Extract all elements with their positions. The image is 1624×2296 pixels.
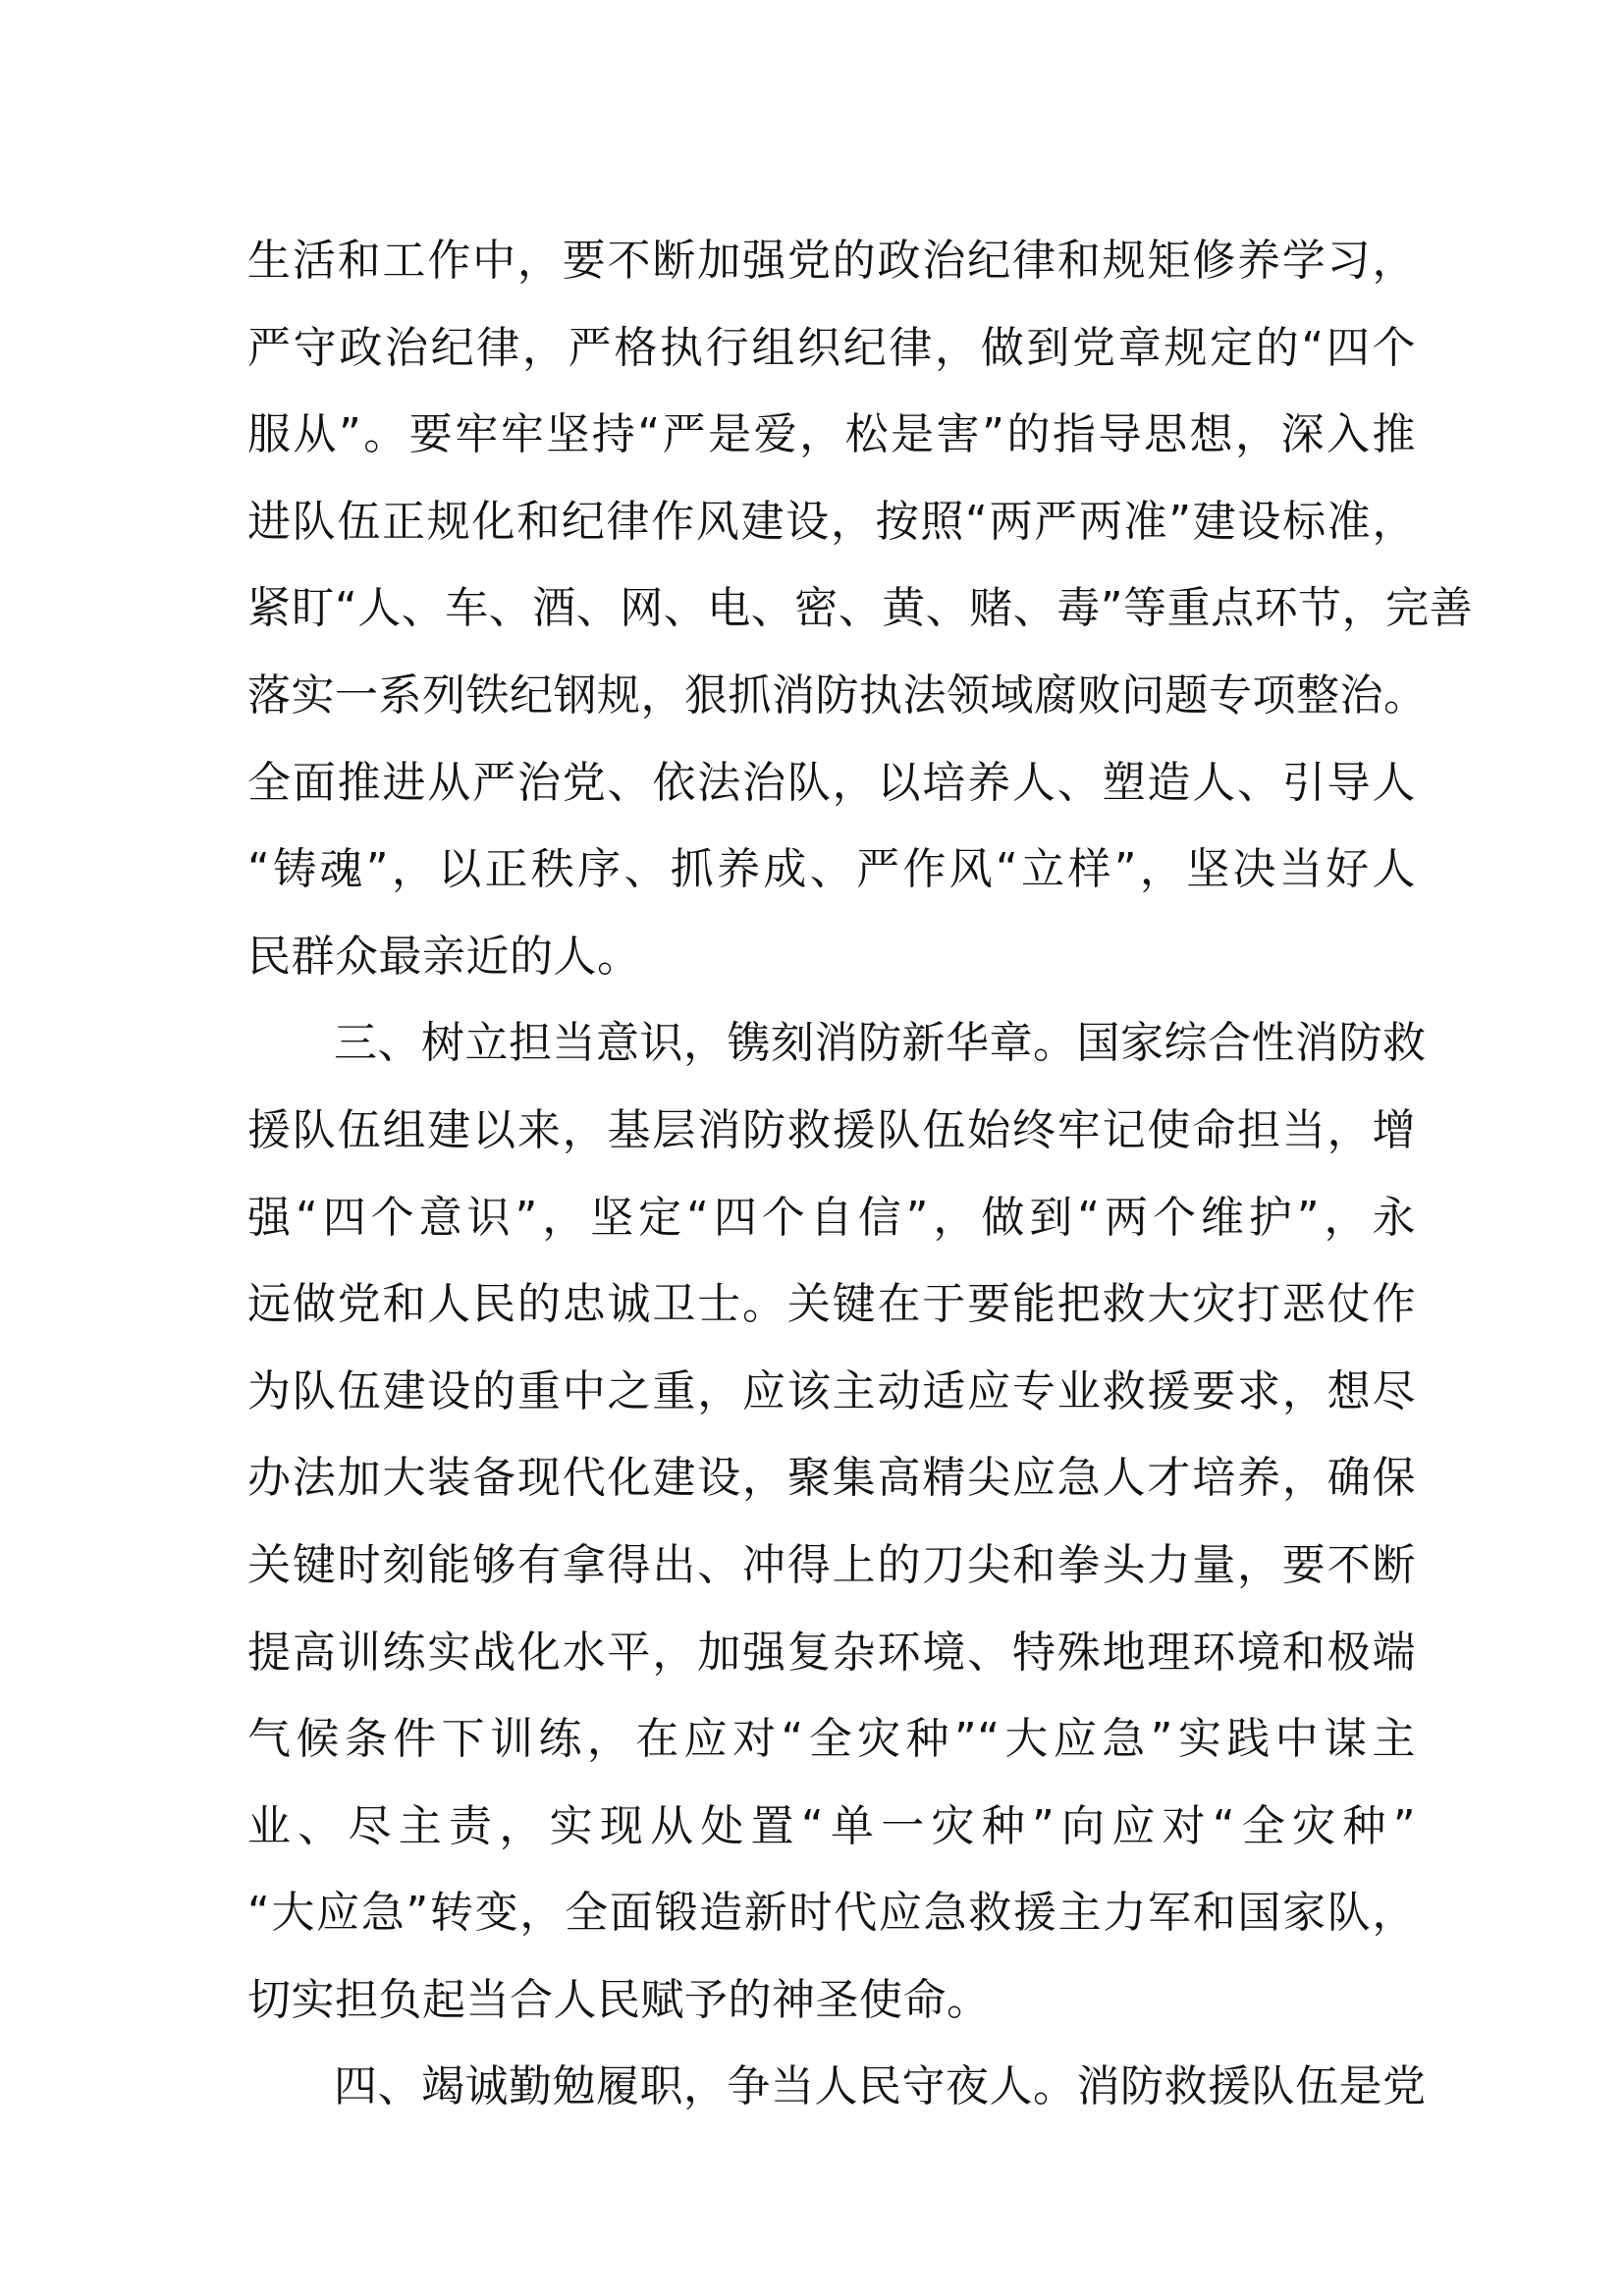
text-line: “大应急”转变，全面锻造新时代应急救援主力军和国家队， xyxy=(247,1888,1416,1939)
text-line: 进队伍正规化和纪律作风建设，按照“两严两准”建设标准， xyxy=(247,496,1416,547)
text-line: 切实担负起当合人民赋予的神圣使命。 xyxy=(247,1974,991,2025)
text-line: “铸魂”，以正秩序、抓养成、严作风“立样”，坚决当好人 xyxy=(247,844,1416,895)
paragraph-section-three xyxy=(247,1000,1427,2044)
section-heading-line: 三、树立担当意识，镌刻消防新华章。国家综合性消防救 xyxy=(334,1018,1427,1069)
text-line: 气候条件下训练，在应对“全灾种”“大应急”实践中谋主 xyxy=(247,1714,1416,1765)
paragraph-section-four xyxy=(247,2044,1427,2131)
text-line: 全面推进从严治党、依法治队，以培养人、塑造人、引导人 xyxy=(247,757,1416,808)
paragraph-discipline xyxy=(247,218,1474,1000)
text-line: 远做党和人民的忠诚卫士。关键在于要能把救大灾打恶仗作 xyxy=(247,1279,1416,1330)
text-line: 办法加大装备现代化建设，聚集高精尖应急人才培养，确保 xyxy=(247,1453,1416,1504)
text-line: 为队伍建设的重中之重，应该主动适应专业救援要求，想尽 xyxy=(247,1365,1416,1416)
text-line: 提高训练实战化水平，加强复杂环境、特殊地理环境和极端 xyxy=(247,1627,1416,1678)
section-heading-line: 四、竭诚勤勉履职，争当人民守夜人。消防救援队伍是党 xyxy=(334,2061,1427,2112)
text-line: 业、尽主责，实现从处置“单一灾种”向应对“全灾种” xyxy=(247,1800,1416,1851)
text-line: 关键时刻能够有拿得出、冲得上的刀尖和拳头力量，要不断 xyxy=(247,1539,1416,1590)
body-text xyxy=(247,218,1474,2131)
text-line: 落实一系列铁纪钢规，狠抓消防执法领域腐败问题专项整治。 xyxy=(247,669,1428,721)
text-line: 紧盯“人、车、酒、网、电、密、黄、赌、毒”等重点环节，完善 xyxy=(247,583,1474,634)
text-line: 严守政治纪律，严格执行组织纪律，做到党章规定的“四个 xyxy=(247,322,1416,373)
text-line: 强“四个意识”，坚定“四个自信”，做到“两个维护”，永 xyxy=(247,1192,1416,1243)
text-line: 援队伍组建以来，基层消防救援队伍始终牢记使命担当，增 xyxy=(247,1104,1416,1155)
text-line: 生活和工作中，要不断加强党的政治纪律和规矩修养学习， xyxy=(247,236,1416,286)
text-line: 服从”。要牢牢坚持“严是爱，松是害”的指导思想，深入推 xyxy=(247,409,1416,460)
text-line: 民群众最亲近的人。 xyxy=(247,931,641,982)
